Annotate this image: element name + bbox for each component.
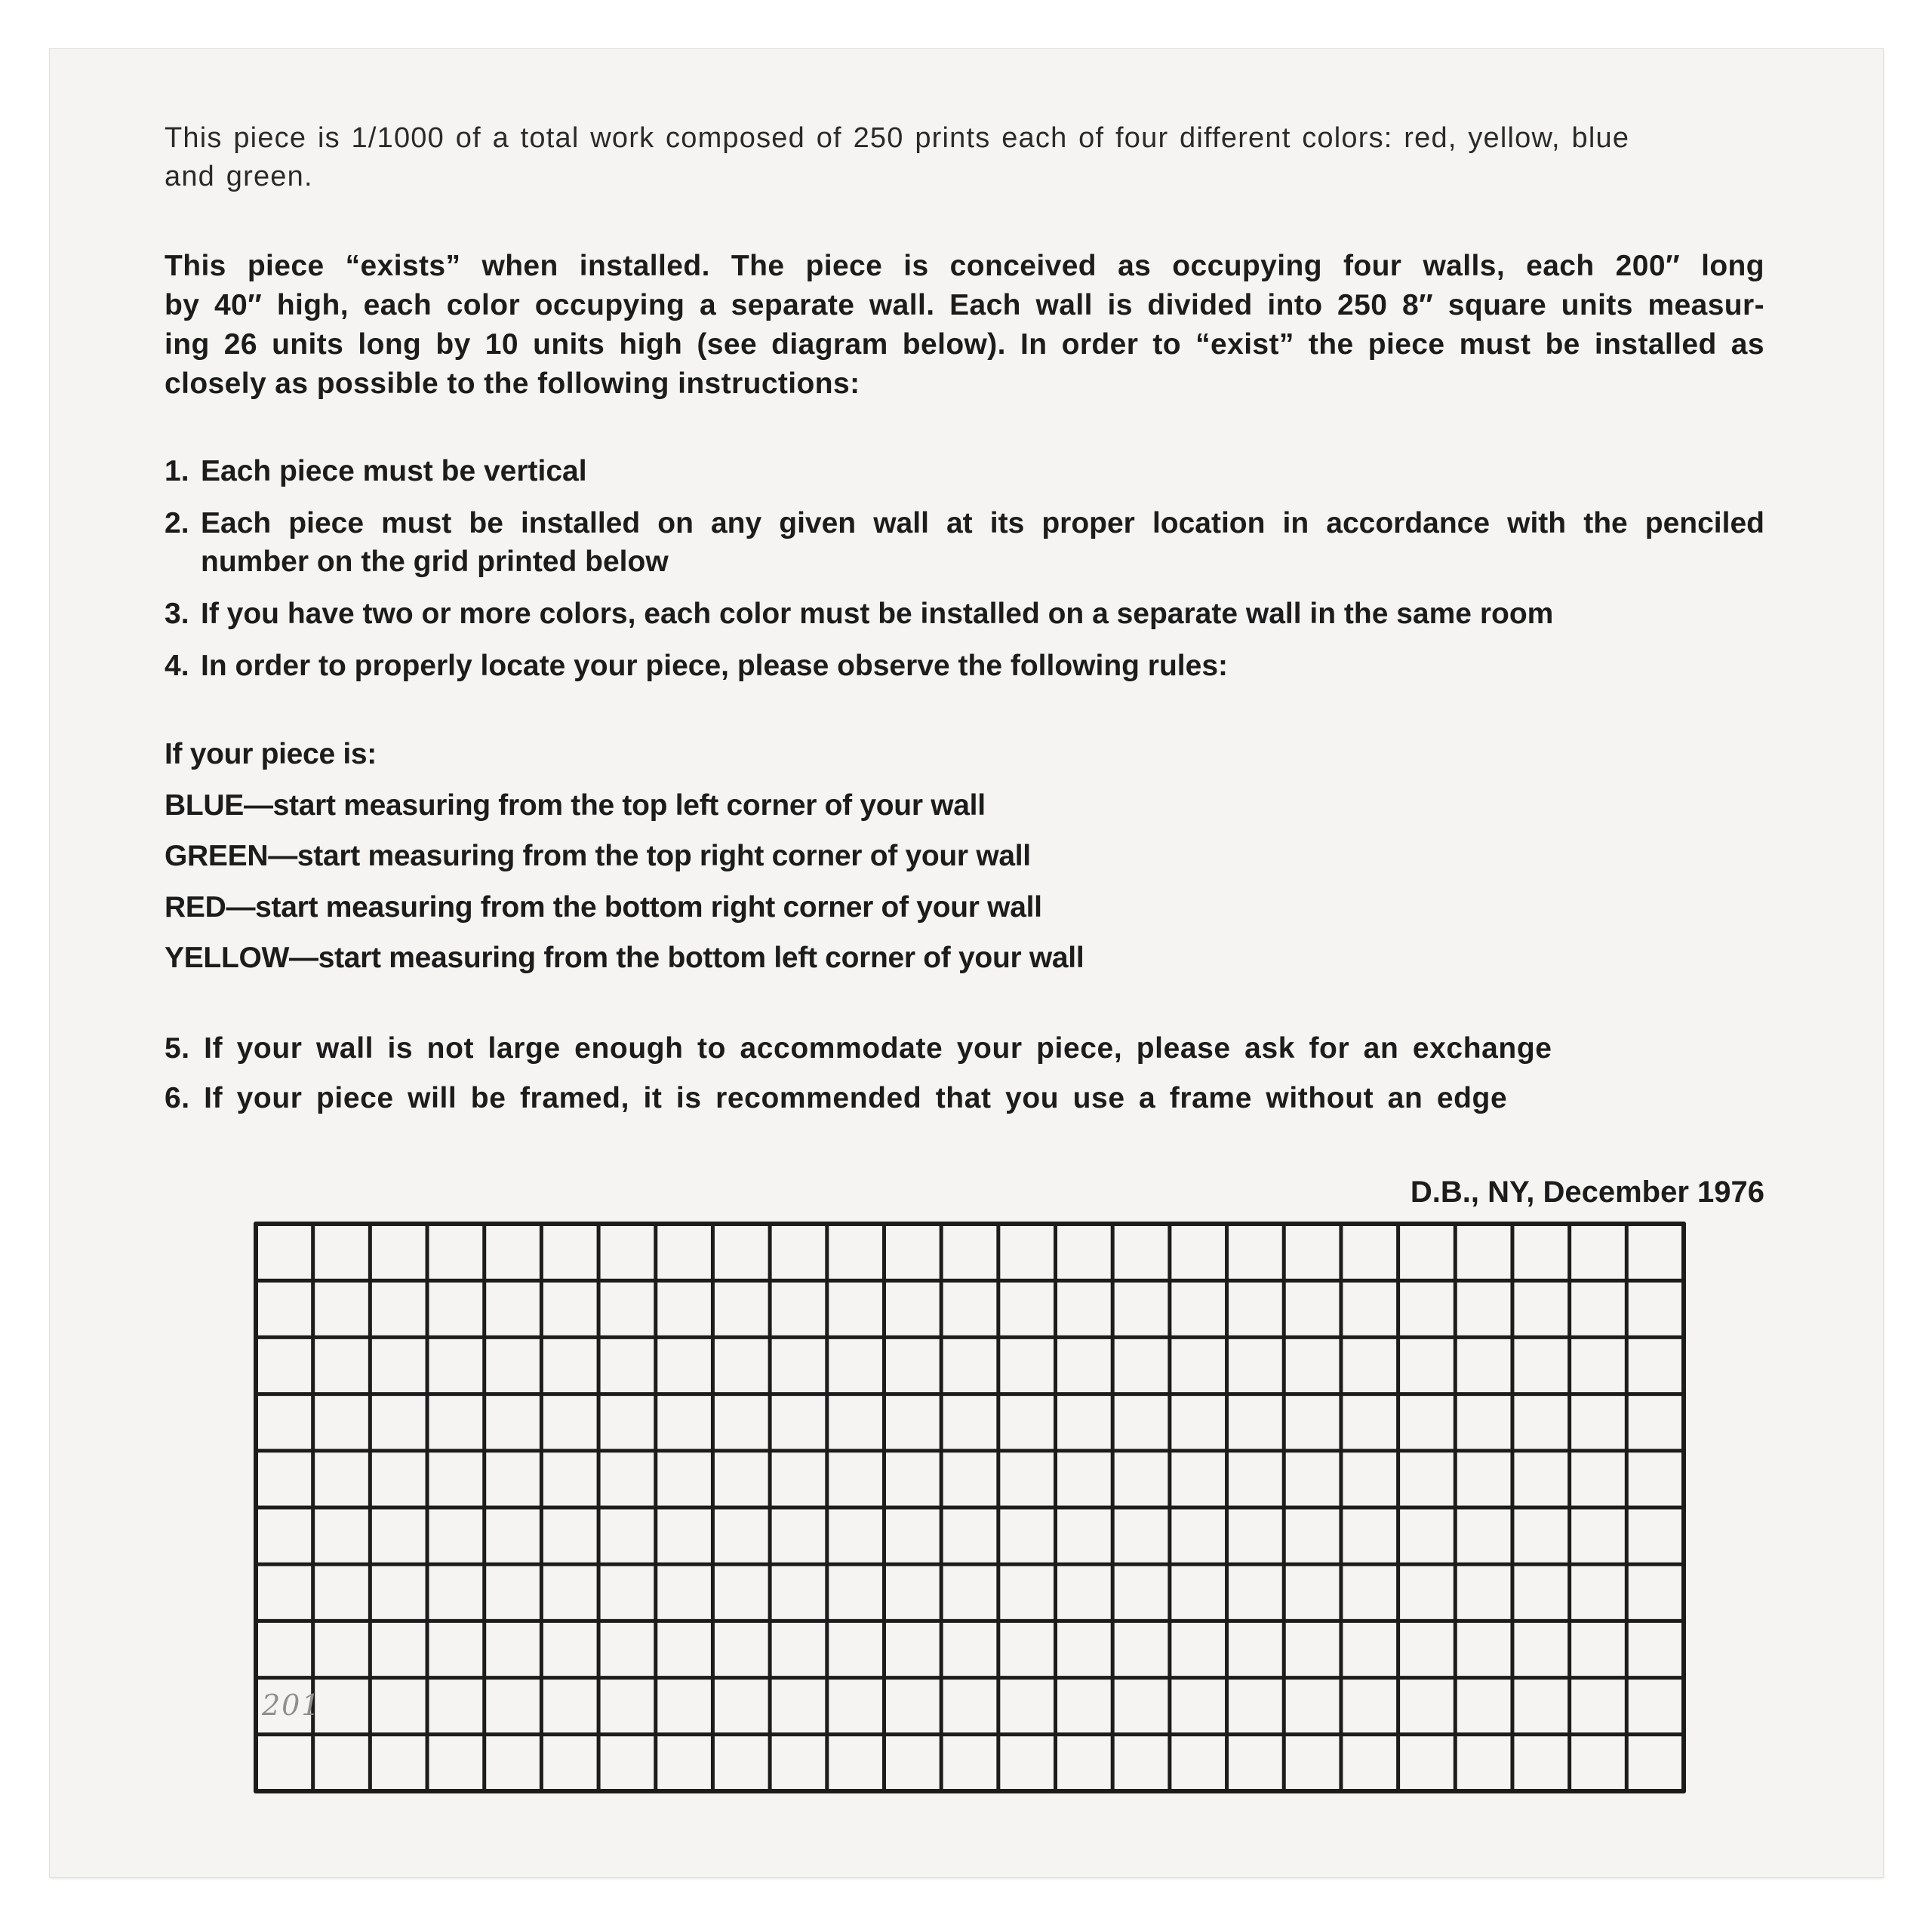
instruction-number: 4. xyxy=(165,650,189,682)
instruction-text xyxy=(165,504,1764,542)
instruction-number: 2. xyxy=(165,507,189,539)
rule-red: RED—start measuring from the bottom right corner of your wall xyxy=(165,891,1042,924)
instruction-text: Each piece must be vertical xyxy=(201,455,587,487)
rule-blue: BLUE—start measuring from the top left corner of your wall xyxy=(165,789,986,822)
description-line: This piece “exists” when installed. The piece is conceived as occupying four walls, each 200″ long xyxy=(165,250,1764,282)
instruction-text-line: Each piece must be installed on any given wall at its proper location in accordance with the penciled xyxy=(201,507,1764,539)
instruction-1 xyxy=(165,452,1764,490)
rule-yellow: YELLOW—start measuring from the bottom left corner of your wall xyxy=(165,942,1084,974)
description-paragraph xyxy=(165,247,1764,404)
instruction-number: 3. xyxy=(165,598,189,630)
instruction-6: 6. If your piece will be framed, it is recommended that you use a frame without an edge xyxy=(165,1082,1508,1114)
instruction-4 xyxy=(165,647,1764,685)
description-line: by 40″ high, each color occupying a separate wall. Each wall is divided into 250 8″ square units measur- xyxy=(165,289,1764,321)
instruction-3 xyxy=(165,595,1764,633)
instruction-text: In order to properly locate your piece, please observe the following rules: xyxy=(201,650,1229,682)
instruction-text: If you have two or more colors, each color must be installed on a separate wall in the same room xyxy=(201,598,1554,630)
installation-grid xyxy=(254,1222,1686,1793)
rules-heading: If your piece is: xyxy=(165,738,377,770)
description-line: ing 26 units long by 10 units high (see diagram below). In order to “exist” the piece must be installed as xyxy=(165,328,1764,361)
instruction-number: 1. xyxy=(165,455,189,487)
rule-green: GREEN—start measuring from the top right corner of your wall xyxy=(165,840,1031,872)
intro-paragraph xyxy=(165,119,1764,196)
penciled-location-number: 201 xyxy=(262,1689,321,1723)
instruction-2 xyxy=(165,504,1764,581)
intro-line: and green. xyxy=(165,161,313,192)
instruction-5: 5. If your wall is not large enough to accommodate your piece, please ask for an exchange xyxy=(165,1032,1552,1065)
signature: D.B., NY, December 1976 xyxy=(1410,1176,1764,1209)
instruction-text-line: number on the grid printed below xyxy=(201,546,669,578)
intro-line: This piece is 1/1000 of a total work composed of 250 prints each of four different colors: red, yellow, blue xyxy=(165,122,1630,154)
description-line: closely as possible to the following instructions: xyxy=(165,367,860,400)
